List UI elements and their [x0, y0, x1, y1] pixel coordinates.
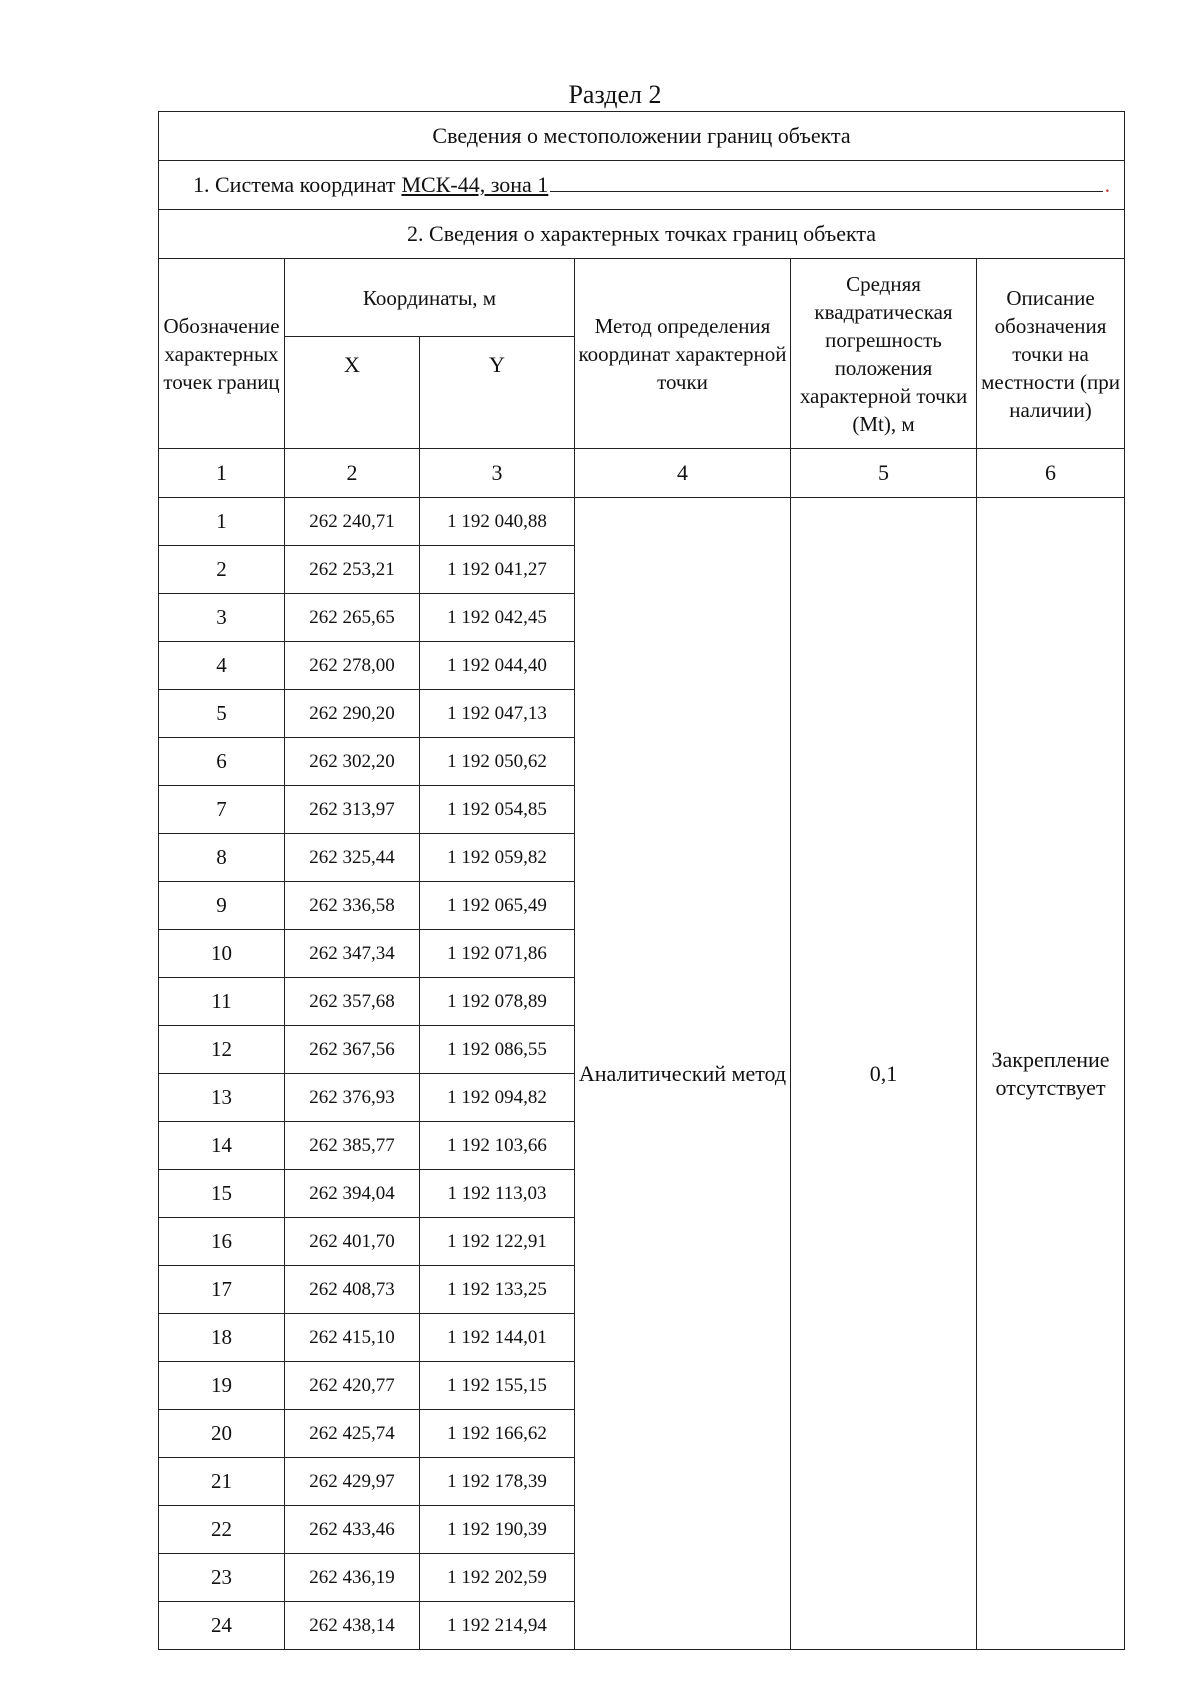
section-title: Раздел 2 [568, 80, 662, 109]
point-x: 262 367,56 [285, 1026, 420, 1074]
point-y: 1 192 044,40 [420, 642, 575, 690]
point-y: 1 192 086,55 [420, 1026, 575, 1074]
point-id: 14 [159, 1122, 285, 1170]
method-cell: Аналитический метод [575, 498, 791, 1650]
point-id: 4 [159, 642, 285, 690]
point-x: 262 401,70 [285, 1218, 420, 1266]
point-y: 1 192 040,88 [420, 498, 575, 546]
header-description: Описание обозначения точки на местности (при наличии) [977, 259, 1125, 449]
column-number: 6 [977, 449, 1125, 498]
point-y: 1 192 155,15 [420, 1362, 575, 1410]
point-id: 21 [159, 1458, 285, 1506]
point-y: 1 192 144,01 [420, 1314, 575, 1362]
point-y: 1 192 059,82 [420, 834, 575, 882]
point-y: 1 192 113,03 [420, 1170, 575, 1218]
header-method: Метод определения координат характерной точки [575, 259, 791, 449]
table-heading: Сведения о местоположении границ объекта [159, 112, 1125, 161]
point-x: 262 385,77 [285, 1122, 420, 1170]
point-y: 1 192 103,66 [420, 1122, 575, 1170]
point-y: 1 192 065,49 [420, 882, 575, 930]
point-id: 16 [159, 1218, 285, 1266]
point-id: 3 [159, 594, 285, 642]
point-id: 24 [159, 1602, 285, 1650]
point-y: 1 192 047,13 [420, 690, 575, 738]
coordinate-system-value: МСК-44, зона 1 [401, 172, 549, 197]
boundary-points-table [158, 111, 1125, 1650]
point-id: 1 [159, 498, 285, 546]
point-y: 1 192 214,94 [420, 1602, 575, 1650]
point-x: 262 265,65 [285, 594, 420, 642]
point-id: 11 [159, 978, 285, 1026]
point-x: 262 278,00 [285, 642, 420, 690]
point-x: 262 415,10 [285, 1314, 420, 1362]
point-y: 1 192 178,39 [420, 1458, 575, 1506]
point-y: 1 192 122,91 [420, 1218, 575, 1266]
header-coordinates: Координаты, м [285, 259, 575, 337]
point-x: 262 376,93 [285, 1074, 420, 1122]
header-designation: Обозначение характерных точек границ [159, 259, 285, 449]
point-id: 7 [159, 786, 285, 834]
point-id: 8 [159, 834, 285, 882]
point-y: 1 192 202,59 [420, 1554, 575, 1602]
point-id: 15 [159, 1170, 285, 1218]
point-x: 262 336,58 [285, 882, 420, 930]
point-y: 1 192 042,45 [420, 594, 575, 642]
point-id: 10 [159, 930, 285, 978]
column-number: 4 [575, 449, 791, 498]
column-number: 3 [420, 449, 575, 498]
point-id: 6 [159, 738, 285, 786]
point-id: 18 [159, 1314, 285, 1362]
point-x: 262 429,97 [285, 1458, 420, 1506]
header-accuracy: Средняя квадратическая погрешность положения характерной точки (Mt), м [791, 259, 977, 449]
point-x: 262 425,74 [285, 1410, 420, 1458]
point-id: 19 [159, 1362, 285, 1410]
point-x: 262 325,44 [285, 834, 420, 882]
point-y: 1 192 078,89 [420, 978, 575, 1026]
point-y: 1 192 050,62 [420, 738, 575, 786]
header-x: X [285, 337, 420, 449]
point-y: 1 192 166,62 [420, 1410, 575, 1458]
point-y: 1 192 071,86 [420, 930, 575, 978]
point-id: 5 [159, 690, 285, 738]
point-y: 1 192 133,25 [420, 1266, 575, 1314]
point-id: 13 [159, 1074, 285, 1122]
coordinate-system-label: 1. Система координат [193, 172, 396, 197]
point-x: 262 313,97 [285, 786, 420, 834]
points-heading: 2. Сведения о характерных точках границ объекта [159, 210, 1125, 259]
point-y: 1 192 190,39 [420, 1506, 575, 1554]
description-cell: Закрепление отсутствует [977, 498, 1125, 1650]
point-y: 1 192 054,85 [420, 786, 575, 834]
point-x: 262 438,14 [285, 1602, 420, 1650]
trailing-mark: . [1104, 172, 1111, 197]
coordinate-system-row [159, 161, 1125, 210]
point-x: 262 408,73 [285, 1266, 420, 1314]
header-y: Y [420, 337, 575, 449]
fill-line [550, 173, 1102, 192]
column-number: 1 [159, 449, 285, 498]
point-id: 17 [159, 1266, 285, 1314]
point-x: 262 347,34 [285, 930, 420, 978]
accuracy-cell: 0,1 [791, 498, 977, 1650]
point-id: 2 [159, 546, 285, 594]
column-number: 2 [285, 449, 420, 498]
point-id: 20 [159, 1410, 285, 1458]
point-id: 12 [159, 1026, 285, 1074]
point-x: 262 240,71 [285, 498, 420, 546]
point-x: 262 302,20 [285, 738, 420, 786]
point-x: 262 436,19 [285, 1554, 420, 1602]
column-number: 5 [791, 449, 977, 498]
table-row [159, 498, 1125, 546]
point-x: 262 290,20 [285, 690, 420, 738]
point-x: 262 357,68 [285, 978, 420, 1026]
point-id: 9 [159, 882, 285, 930]
point-x: 262 420,77 [285, 1362, 420, 1410]
point-x: 262 394,04 [285, 1170, 420, 1218]
point-id: 23 [159, 1554, 285, 1602]
point-x: 262 253,21 [285, 546, 420, 594]
point-id: 22 [159, 1506, 285, 1554]
point-y: 1 192 094,82 [420, 1074, 575, 1122]
point-x: 262 433,46 [285, 1506, 420, 1554]
point-y: 1 192 041,27 [420, 546, 575, 594]
